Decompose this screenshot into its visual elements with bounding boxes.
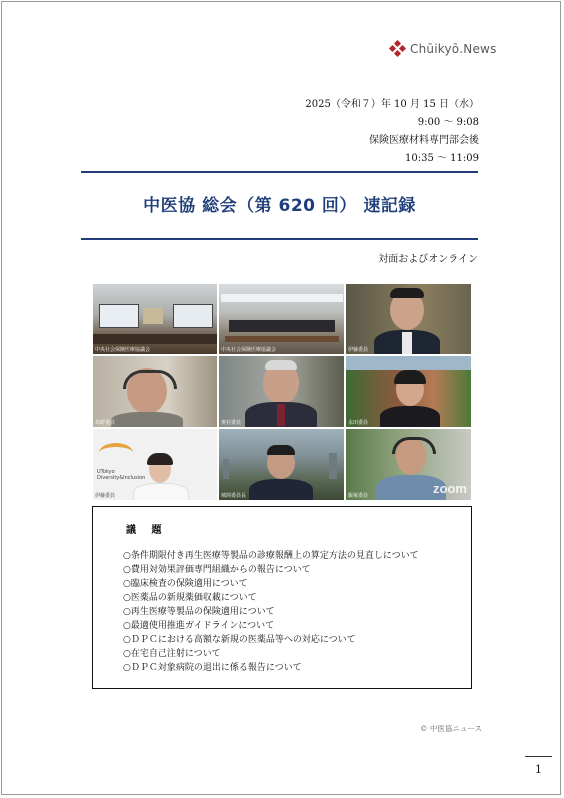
zoom-watermark: zoom — [433, 481, 467, 496]
video-tile-label: 伊藤委員 — [348, 347, 369, 353]
meeting-session: 保険医療材料専門部会後 — [369, 135, 479, 146]
video-tile-participant — [345, 283, 472, 355]
agenda-item: ○最適使用推進ガイドラインについて — [123, 621, 275, 631]
video-tile-label: 中央社会保険医療協議会 — [95, 347, 151, 353]
logo-text: Chūikyō.News — [410, 42, 497, 56]
page-number-rule — [525, 756, 552, 757]
publisher-logo — [390, 41, 497, 57]
video-tile-participant — [345, 428, 472, 501]
video-tile-label: 飯塚委員 — [348, 493, 369, 499]
meeting-time-2: 10:35 ～ 11:09 — [405, 153, 479, 164]
video-conference-grid — [92, 283, 472, 501]
background-logo-text: UTokyo Diversity&Inclusion — [97, 469, 146, 481]
agenda-list — [123, 549, 419, 675]
agenda-item: ○ＤＰＣ対象病院の退出に係る報告について — [123, 663, 302, 673]
copyright-notice: © 中医協ニュース — [420, 724, 483, 733]
agenda-item: ○医薬品の新規薬価収載について — [123, 593, 257, 603]
meeting-time-1: 9:00 ～ 9:08 — [417, 117, 479, 128]
agenda-item: ○条件期限付き再生医療等製品の診療報酬上の算定方法の見直しについて — [123, 551, 419, 561]
agenda-item: ○在宅自己注射について — [123, 649, 221, 659]
agenda-item: ○再生医療等製品の保険適用について — [123, 607, 275, 617]
video-tile-participant — [218, 355, 345, 428]
video-tile-label: 城間委員長 — [221, 493, 247, 499]
agenda-heading: 議 題 — [126, 525, 168, 536]
video-tile-label: 永田委員 — [348, 420, 369, 426]
video-tile-participant — [92, 355, 218, 428]
meeting-date: 2025（令和７）年 10 月 15 日（水） — [305, 99, 479, 110]
meeting-format: 対面およびオンライン — [378, 254, 478, 265]
video-tile-label: 中央社会保険医療協議会 — [221, 347, 277, 353]
meeting-meta — [305, 96, 479, 168]
video-tile-participant — [92, 428, 218, 501]
video-tile-label: 伊藤委員 — [95, 493, 116, 499]
title-rule-bottom — [81, 238, 478, 240]
diamond-logo-icon — [390, 41, 406, 57]
agenda-item: ○費用対効果評価専門組織からの報告について — [123, 565, 311, 575]
agenda-item: ○ＤＰＣにおける高額な新規の医薬品等への対応について — [123, 635, 356, 645]
video-tile-participant — [218, 428, 345, 501]
agenda-box — [92, 506, 472, 689]
video-tile-label: 奥村委員 — [221, 420, 242, 426]
video-tile-room-2 — [218, 283, 345, 355]
video-tile-room-1 — [92, 283, 218, 355]
document-title: 中医協 総会（第 620 回） 速記録 — [143, 196, 416, 216]
video-tile-participant — [345, 355, 472, 428]
agenda-item: ○臨床検査の保険適用について — [123, 579, 248, 589]
page-number: 1 — [535, 763, 542, 776]
video-tile-label: 鳥野委員 — [95, 420, 116, 426]
title-rule-top — [81, 171, 478, 173]
